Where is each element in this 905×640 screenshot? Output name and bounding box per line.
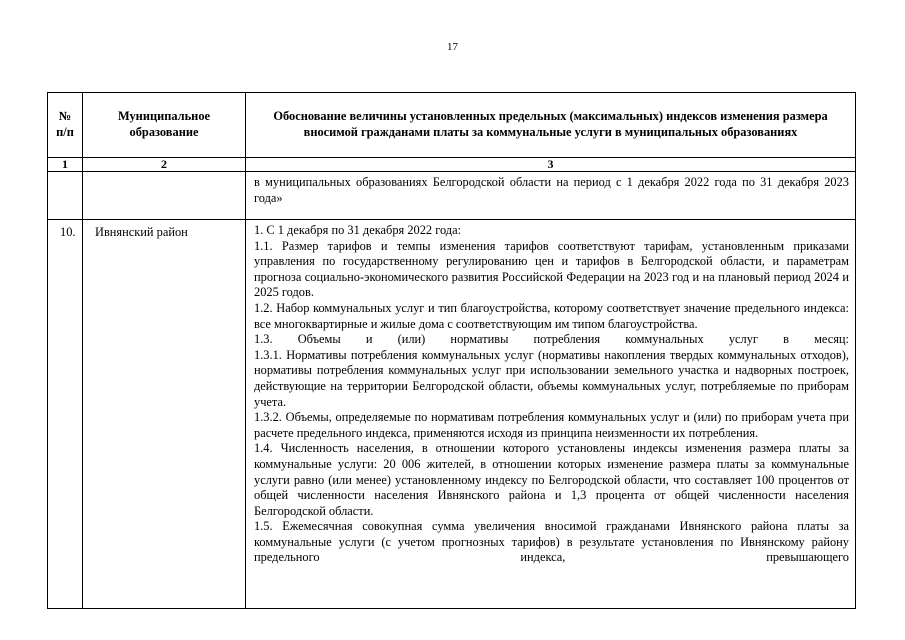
cell-municipality	[83, 220, 246, 609]
cell-continuation	[246, 172, 856, 220]
paragraph-1-3-1: 1.3.1. Нормативы потребления коммунальных услуг (нормативы накопления твердых коммунальных отходов), нормативы потребления коммунальных услуг при использовании земельного участка и надворных построек, действующие на территории Белгородской области, объемы коммунальных услуг, потребляемые по приборам учета.	[254, 347, 849, 409]
cell-row-number	[48, 220, 83, 609]
column-number-3: 3	[246, 158, 856, 172]
municipality-name: Ивнянский район	[95, 225, 188, 239]
tariff-justification-table	[47, 92, 856, 609]
paragraph-1-2: 1.2. Набор коммунальных услуг и тип благоустройства, которому соответствует значение предельного индекса: все многоквартирные и жилые дома с соответствующим им типом благоустройства.	[254, 300, 849, 331]
page-number: 17	[447, 41, 458, 53]
cell-empty-number	[48, 172, 83, 220]
column-number-2: 2	[83, 158, 246, 172]
table-row-10	[48, 220, 856, 609]
paragraph-1-4: 1.4. Численность населения, в отношении которого установлены индексы изменения размера платы за коммунальные услуги: 20 006 жителей, в отношении которых изменение размера платы за коммунальные услуги равно (или менее) установленному индексу по Белгородской области, что составляет 100 процентов от общей численности населения Ивнянского района и 1,3 процента от общей численности населения Белгородской области.	[254, 441, 849, 518]
header-municipality: Муниципальное образование	[83, 93, 246, 158]
cell-justification	[246, 220, 856, 609]
paragraph-1-5: 1.5. Ежемесячная совокупная сумма увеличения вносимой гражданами Ивнянского района платы за коммунальные услуги (с учетом прогнозных тарифов) в результате установления по Ивнянскому району предельного индекса, превышающего	[254, 519, 849, 565]
column-numbering-row	[48, 158, 856, 172]
table-header-row	[48, 93, 856, 158]
column-number-1: 1	[48, 158, 83, 172]
header-number: № п/п	[48, 93, 83, 158]
cell-empty-municipality	[83, 172, 246, 220]
paragraph-1: 1. С 1 декабря по 31 декабря 2022 года:	[254, 223, 462, 237]
table-row-continuation	[48, 172, 856, 220]
paragraph-1-3: 1.3. Объемы и (или) нормативы потребления коммунальных услуг в месяц:	[254, 332, 849, 347]
paragraph-1-1: 1.1. Размер тарифов и темпы изменения тарифов соответствуют тарифам, установленным приказами управления по государственному регулированию цен и тарифов в Белгородской области, и параметрам прогноза социально-экономического развития Российской Федерации на 2023 год и на плановый период 2024 и 2025 годов.	[254, 238, 849, 300]
header-justification: Обоснование величины установленных предельных (максимальных) индексов изменения размера вносимой гражданами платы за коммунальные услуги в муниципальных образованиях	[246, 93, 856, 158]
row-number: 10.	[60, 225, 76, 239]
paragraph-1-3-2: 1.3.2. Объемы, определяемые по нормативам потребления коммунальных услуг и (или) по приборам учета при расчете предельного индекса, применяются исходя из принципа неизменности их потребления.	[254, 410, 849, 440]
continuation-text: в муниципальных образованиях Белгородской области на период с 1 декабря 2022 года по 31 декабря 2023 года»	[254, 175, 849, 205]
